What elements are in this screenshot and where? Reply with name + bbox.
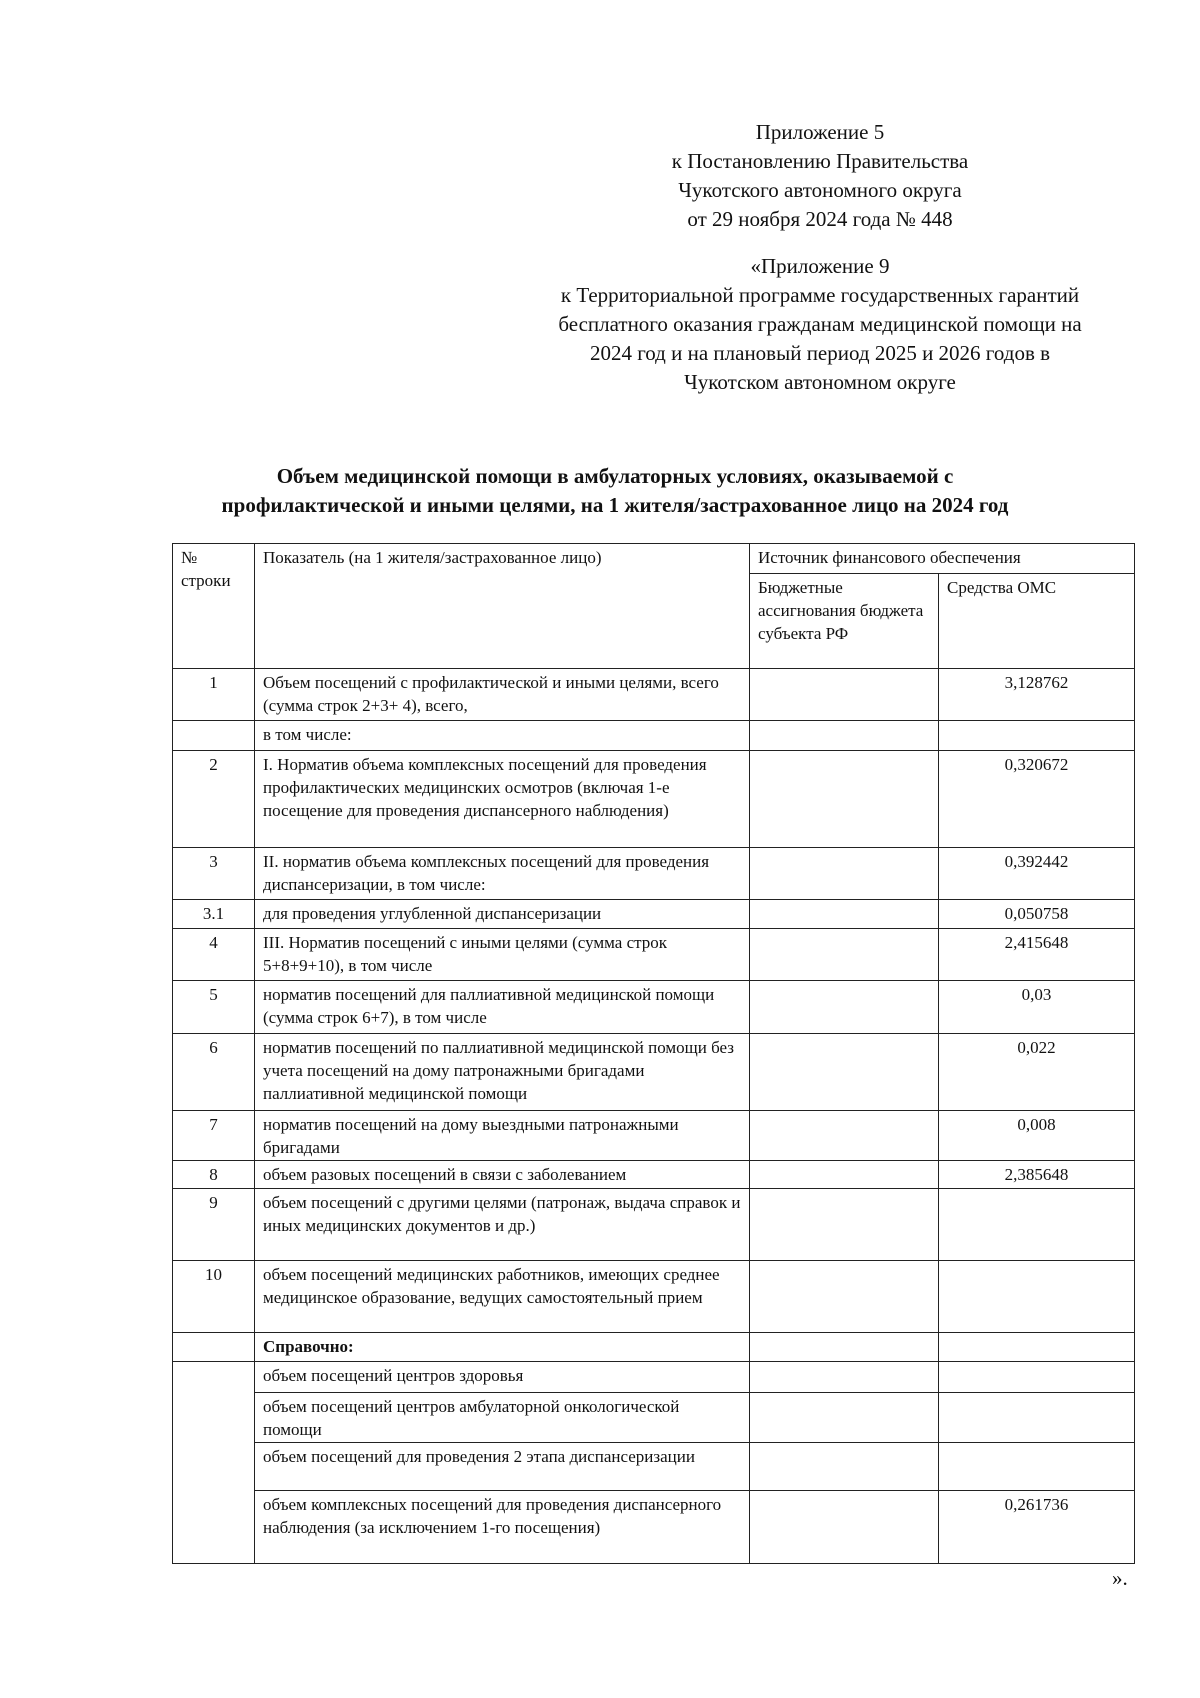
header-line: Приложение 5 <box>755 120 885 144</box>
row-num: 3.1 <box>173 900 255 929</box>
reference-row <box>173 1362 1135 1393</box>
row-num: 1 <box>173 669 255 721</box>
row-budget <box>750 848 939 900</box>
row-budget <box>750 1393 939 1443</box>
program-appendix-header <box>510 252 1130 397</box>
header-line: Чукотского автономного округа <box>678 178 962 202</box>
row-text: норматив посещений по паллиативной медицинской помощи без учета посещений на дому патронажными бригадами паллиативной медицинской помощи <box>255 1034 750 1111</box>
row-oms <box>939 1189 1135 1261</box>
row-budget <box>750 1034 939 1111</box>
row-oms: 0,008 <box>939 1111 1135 1161</box>
reference-header-row <box>173 1333 1135 1362</box>
header-line: к Постановлению Правительства <box>671 149 969 173</box>
row-oms: 0,392442 <box>939 848 1135 900</box>
table-row <box>173 900 1135 929</box>
row-oms <box>939 721 1135 751</box>
row-oms: 2,415648 <box>939 929 1135 981</box>
row-num: 6 <box>173 1034 255 1111</box>
row-budget <box>750 1189 939 1261</box>
row-num: 10 <box>173 1261 255 1333</box>
table-row <box>173 1189 1135 1261</box>
row-text: объем посещений центров амбулаторной онкологической помощи <box>255 1393 750 1443</box>
header-line: «Приложение 9 <box>750 254 890 278</box>
table-row <box>173 848 1135 900</box>
row-num: 2 <box>173 751 255 848</box>
appendix-header <box>560 118 1080 234</box>
row-num: 9 <box>173 1189 255 1261</box>
header-num: № строки <box>173 544 255 669</box>
header-oms: Средства ОМС <box>939 574 1135 669</box>
reference-num-cell <box>173 1362 255 1564</box>
row-oms <box>939 1443 1135 1491</box>
row-num <box>173 1333 255 1362</box>
header-row <box>173 544 1135 574</box>
row-text: Объем посещений с профилактической и иными целями, всего (сумма строк 2+3+ 4), всего, <box>255 669 750 721</box>
row-num <box>173 721 255 751</box>
row-budget <box>750 981 939 1034</box>
row-num: 5 <box>173 981 255 1034</box>
table-row <box>173 669 1135 721</box>
header-line: к Территориальной программе государственных гарантий <box>560 283 1080 307</box>
row-budget <box>750 669 939 721</box>
reference-label: Справочно: <box>255 1333 750 1362</box>
header-line: бесплатного оказания гражданам медицинской помощи на <box>558 312 1082 336</box>
row-text: III. Норматив посещений с иными целями (сумма строк 5+8+9+10), в том числе <box>255 929 750 981</box>
table-row <box>173 721 1135 751</box>
row-text: объем посещений с другими целями (патронаж, выдача справок и иных медицинских документов и др.) <box>255 1189 750 1261</box>
row-oms: 0,022 <box>939 1034 1135 1111</box>
row-budget <box>750 1261 939 1333</box>
title-line: Объем медицинской помощи в амбулаторных условиях, оказываемой с <box>276 464 954 488</box>
volume-table <box>172 543 1135 1564</box>
header-indicator: Показатель (на 1 жителя/застрахованное лицо) <box>255 544 750 669</box>
row-text: II. норматив объема комплексных посещений для проведения диспансеризации, в том числе: <box>255 848 750 900</box>
reference-row <box>173 1393 1135 1443</box>
reference-row <box>173 1443 1135 1491</box>
row-num: 3 <box>173 848 255 900</box>
row-text: норматив посещений на дому выездными патронажными бригадами <box>255 1111 750 1161</box>
row-oms <box>939 1393 1135 1443</box>
row-budget <box>750 1111 939 1161</box>
row-budget <box>750 929 939 981</box>
reference-row <box>173 1491 1135 1564</box>
header-line: Чукотском автономном округе <box>684 370 956 394</box>
row-text: объем разовых посещений в связи с заболеванием <box>255 1161 750 1189</box>
header-budget: Бюджетные ассигнования бюджета субъекта РФ <box>750 574 939 669</box>
row-text: в том числе: <box>255 721 750 751</box>
table-row <box>173 1111 1135 1161</box>
table-row <box>173 1034 1135 1111</box>
document-title <box>150 462 1080 520</box>
row-oms <box>939 1362 1135 1393</box>
row-text: объем комплексных посещений для проведения диспансерного наблюдения (за исключением 1-го посещения) <box>255 1491 750 1564</box>
row-oms: 0,03 <box>939 981 1135 1034</box>
row-num: 8 <box>173 1161 255 1189</box>
row-text: объем посещений медицинских работников, имеющих среднее медицинское образование, ведущих самостоятельный прием <box>255 1261 750 1333</box>
row-oms: 0,261736 <box>939 1491 1135 1564</box>
row-oms <box>939 1261 1135 1333</box>
row-budget <box>750 1333 939 1362</box>
row-budget <box>750 721 939 751</box>
row-text: объем посещений центров здоровья <box>255 1362 750 1393</box>
row-num: 4 <box>173 929 255 981</box>
row-budget <box>750 1443 939 1491</box>
table-row <box>173 1161 1135 1189</box>
row-budget <box>750 1491 939 1564</box>
row-num: 7 <box>173 1111 255 1161</box>
row-oms <box>939 1333 1135 1362</box>
row-budget <box>750 1362 939 1393</box>
row-budget <box>750 900 939 929</box>
row-oms: 0,320672 <box>939 751 1135 848</box>
row-oms: 3,128762 <box>939 669 1135 721</box>
row-oms: 2,385648 <box>939 1161 1135 1189</box>
row-text: для проведения углубленной диспансеризации <box>255 900 750 929</box>
row-oms: 0,050758 <box>939 900 1135 929</box>
table-row <box>173 751 1135 848</box>
row-text: норматив посещений для паллиативной медицинской помощи (сумма строк 6+7), в том числе <box>255 981 750 1034</box>
table-row <box>173 929 1135 981</box>
row-text: объем посещений для проведения 2 этапа диспансеризации <box>255 1443 750 1491</box>
closing-quote-mark: ». <box>1112 1566 1128 1590</box>
row-budget <box>750 1161 939 1189</box>
table-row <box>173 981 1135 1034</box>
title-line: профилактической и иными целями, на 1 жителя/застрахованное лицо на 2024 год <box>221 493 1009 517</box>
row-budget <box>750 751 939 848</box>
header-line: от 29 ноября 2024 года № 448 <box>687 207 953 231</box>
header-source: Источник финансового обеспечения <box>750 544 1135 574</box>
header-line: 2024 год и на плановый период 2025 и 2026 годов в <box>589 341 1051 365</box>
row-text: I. Норматив объема комплексных посещений для проведения профилактических медицинских осмотров (включая 1-е посещение для проведения диспансерного наблюдения) <box>255 751 750 848</box>
table-row <box>173 1261 1135 1333</box>
